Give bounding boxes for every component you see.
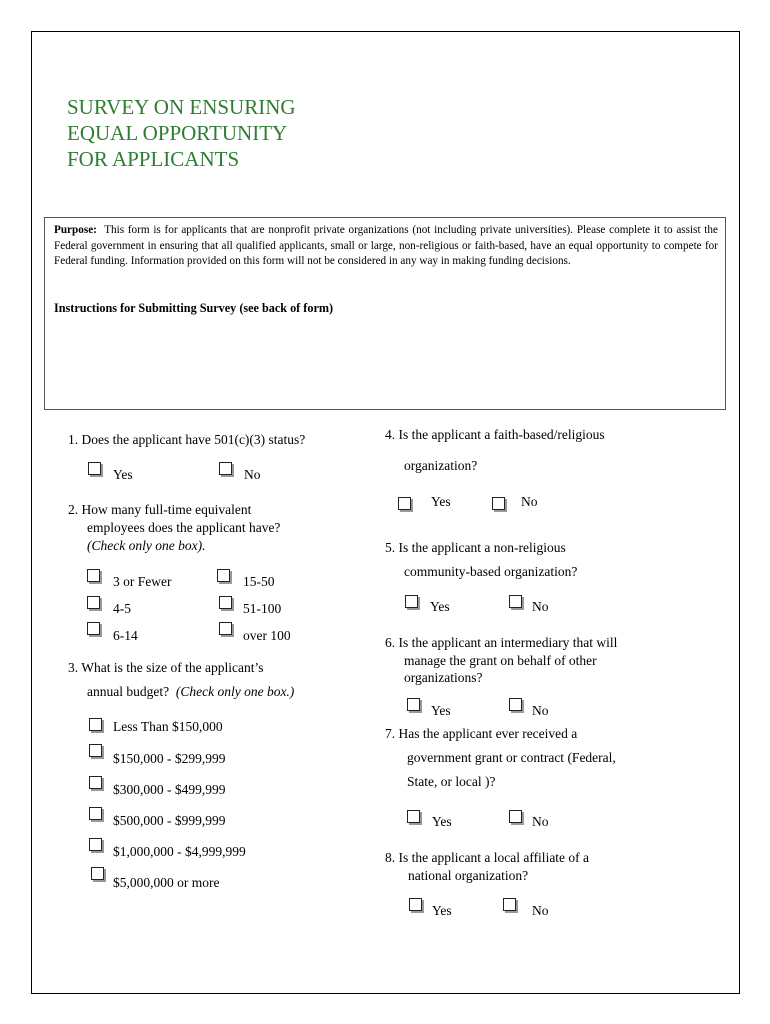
q8-no-checkbox[interactable]	[503, 898, 516, 911]
q3-label-5m-or-more: $5,000,000 or more	[113, 875, 220, 890]
q4-yes-checkbox[interactable]	[398, 497, 411, 510]
q6-no-label: No	[532, 703, 549, 718]
q1-yes-checkbox[interactable]	[88, 462, 101, 475]
purpose-label: Purpose:	[54, 224, 97, 236]
q8-text-line2: national organization?	[408, 868, 529, 883]
title-line-1: SURVEY ON ENSURING	[67, 95, 296, 119]
q2-label-3-or-fewer: 3 or Fewer	[113, 574, 172, 589]
q7-no-checkbox[interactable]	[509, 810, 522, 823]
q3-checkbox-less-than-150k[interactable]	[89, 718, 102, 731]
q2-label-51-100: 51-100	[243, 601, 282, 616]
q6-text-line1: 6. Is the applicant an intermediary that will	[385, 635, 618, 650]
q2-checkbox-4-5[interactable]	[87, 596, 100, 609]
q5-no-checkbox[interactable]	[509, 595, 522, 608]
q8-yes-checkbox[interactable]	[409, 898, 422, 911]
q2-checkbox-6-14[interactable]	[87, 622, 100, 635]
q6-text-line3: organizations?	[404, 670, 483, 685]
q8-text-line1: 8. Is the applicant a local affiliate of a	[385, 850, 590, 865]
q4-yes-label: Yes	[431, 494, 451, 509]
q3-label-less-than-150k: Less Than $150,000	[113, 719, 223, 734]
form-title	[67, 94, 296, 172]
q5-text-line1: 5. Is the applicant a non-religious	[385, 540, 566, 555]
purpose-box	[44, 217, 726, 410]
q7-text-line1: 7. Has the applicant ever received a	[385, 726, 578, 741]
q1-yes-label: Yes	[113, 467, 133, 482]
q3-text-line2: annual budget? (Check only one box.)	[87, 684, 295, 699]
purpose-body: This form is for applicants that are nonprofit private organizations (not including private universities). Please complete it to assist the Federal government in ensuring that all qualified applicants, small or large, non-religious or faith-based, have an equal opportunity to compete for Federal funding. Information provided on this form will not be considered in any way in making funding decisions.	[54, 224, 718, 267]
q2-label-6-14: 6-14	[113, 628, 138, 643]
q1-no-label: No	[244, 467, 261, 482]
q3-text-line1: 3. What is the size of the applicant’s	[68, 660, 264, 675]
q2-text-line2: employees does the applicant have?	[87, 520, 281, 535]
q5-yes-label: Yes	[430, 599, 450, 614]
q3-checkbox-300k-499k[interactable]	[89, 776, 102, 789]
q3-checkbox-150k-299k[interactable]	[89, 744, 102, 757]
q4-no-label: No	[521, 494, 538, 509]
q8-yes-label: Yes	[432, 903, 452, 918]
title-line-3: FOR APPLICANTS	[67, 147, 240, 171]
q8-no-label: No	[532, 903, 549, 918]
q3-label-500k-999k: $500,000 - $999,999	[113, 813, 226, 828]
q5-text-line2: community-based organization?	[404, 564, 578, 579]
q4-text-line2: organization?	[404, 458, 478, 473]
q4-no-checkbox[interactable]	[492, 497, 505, 510]
instructions-heading: Instructions for Submitting Survey (see back of form)	[54, 301, 334, 315]
title-line-2: EQUAL OPPORTUNITY	[67, 121, 288, 145]
q2-label-4-5: 4-5	[113, 601, 131, 616]
q5-no-label: No	[532, 599, 549, 614]
q2-text-line1: 2. How many full-time equivalent	[68, 502, 252, 517]
q3-label-1m-4.9m: $1,000,000 - $4,999,999	[113, 844, 246, 859]
q6-yes-checkbox[interactable]	[407, 698, 420, 711]
q3-checkbox-1m-4.9m[interactable]	[89, 838, 102, 851]
q3-label-300k-499k: $300,000 - $499,999	[113, 782, 226, 797]
purpose-text	[54, 223, 718, 270]
q2-checkbox-3-or-fewer[interactable]	[87, 569, 100, 582]
q2-note: (Check only one box).	[87, 538, 206, 553]
q7-yes-label: Yes	[432, 814, 452, 829]
q1-no-checkbox[interactable]	[219, 462, 232, 475]
q2-checkbox-15-50[interactable]	[217, 569, 230, 582]
q6-yes-label: Yes	[431, 703, 451, 718]
q7-text-line2: government grant or contract (Federal,	[407, 750, 616, 765]
q5-yes-checkbox[interactable]	[405, 595, 418, 608]
q6-text-line2: manage the grant on behalf of other	[404, 653, 597, 668]
q7-no-label: No	[532, 814, 549, 829]
q6-no-checkbox[interactable]	[509, 698, 522, 711]
q4-text-line1: 4. Is the applicant a faith-based/religious	[385, 427, 605, 442]
q3-label-150k-299k: $150,000 - $299,999	[113, 751, 226, 766]
q2-label-15-50: 15-50	[243, 574, 275, 589]
q7-text-line3: State, or local )?	[407, 774, 496, 789]
q7-yes-checkbox[interactable]	[407, 810, 420, 823]
q2-checkbox-over-100[interactable]	[219, 622, 232, 635]
q2-checkbox-51-100[interactable]	[219, 596, 232, 609]
q1-text: 1. Does the applicant have 501(c)(3) status?	[68, 432, 306, 447]
q3-checkbox-500k-999k[interactable]	[89, 807, 102, 820]
q3-checkbox-5m-or-more[interactable]	[91, 867, 104, 880]
q2-label-over-100: over 100	[243, 628, 291, 643]
